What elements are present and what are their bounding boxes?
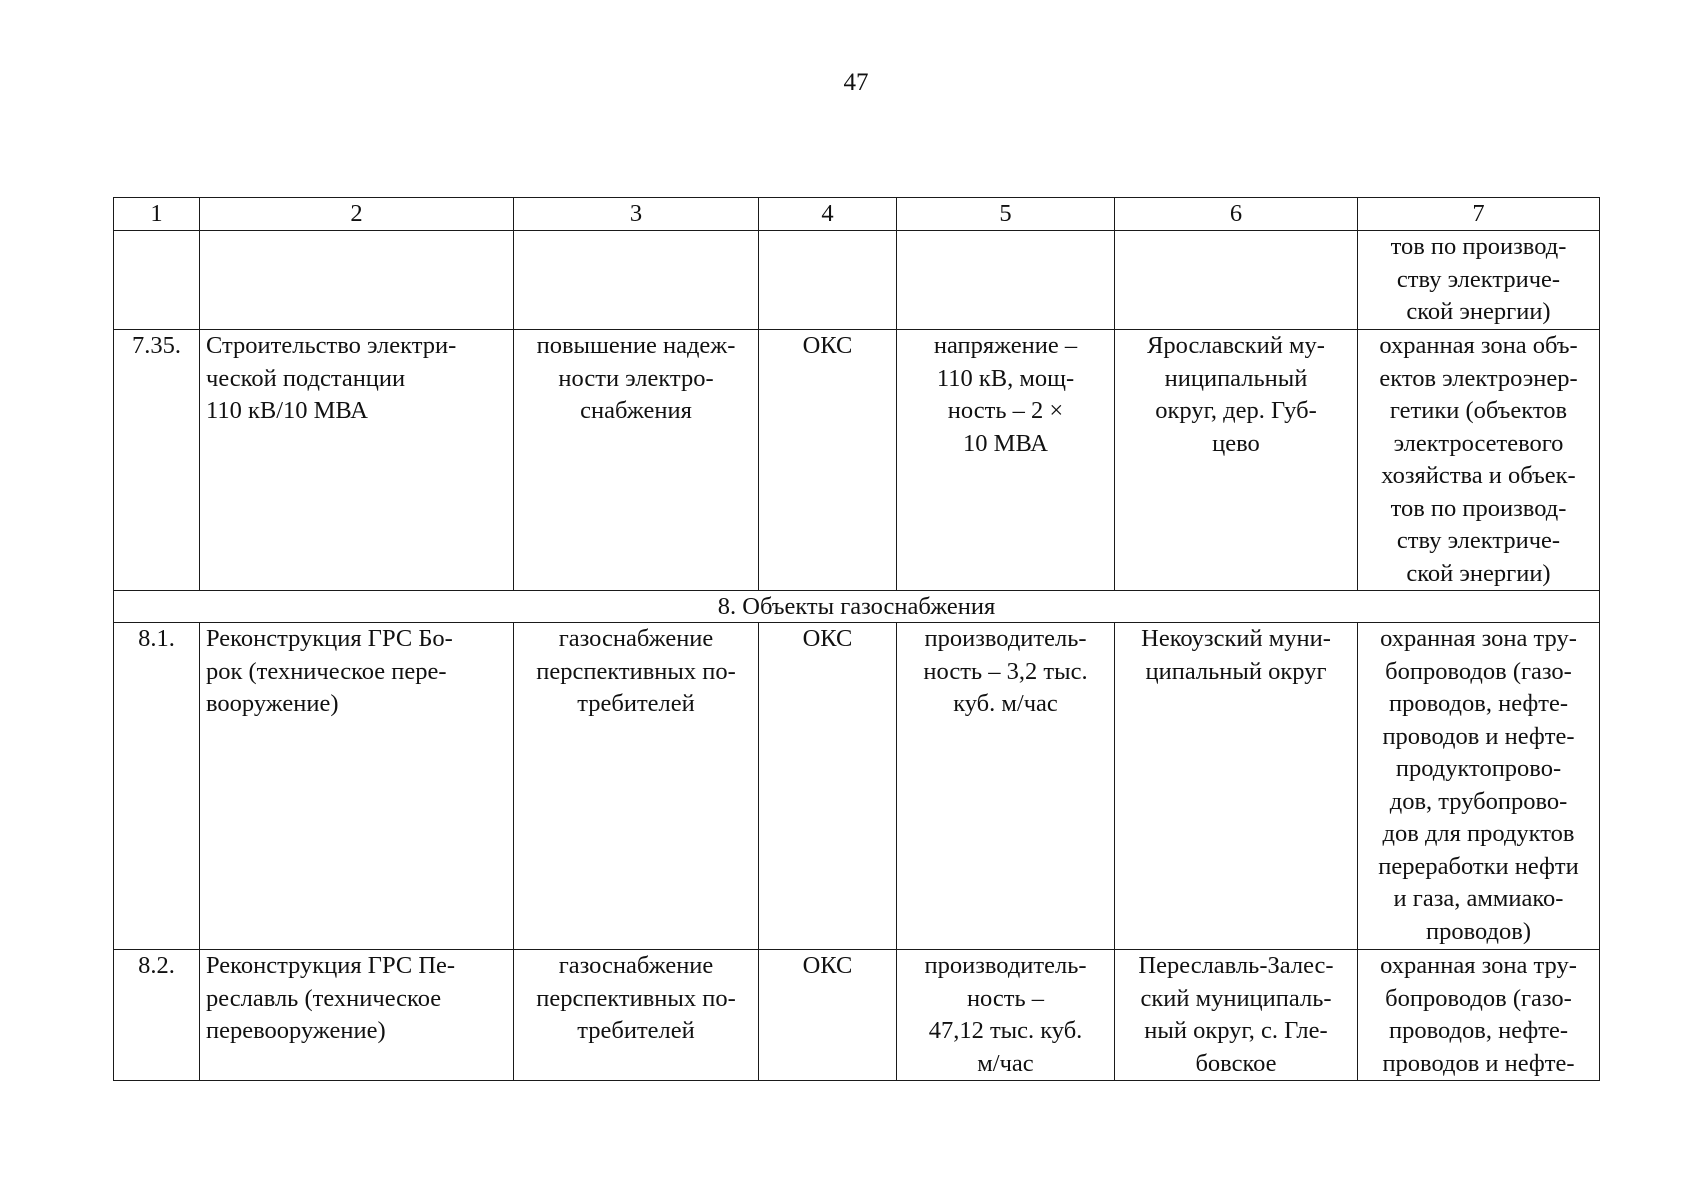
header-cell-3: 3 [514, 198, 759, 231]
cell-location: Переславль-Залес- ский муниципаль- ный округ, с. Гле- бовское [1115, 950, 1358, 1081]
cell-number: 8.1. [114, 623, 200, 950]
cell-number: 7.35. [114, 330, 200, 591]
cell-type: ОКС [759, 330, 897, 591]
cell-zone: тов по производ- ству электриче- ской энергии) [1358, 231, 1600, 330]
cell-object-name: Реконструкция ГРС Бо- рок (техническое пере- вооружение) [200, 623, 514, 950]
cell-location: Некоузский муни- ципальный округ [1115, 623, 1358, 950]
cell-location: Ярославский му- ниципальный округ, дер. Губ- цево [1115, 330, 1358, 591]
objects-table [113, 197, 1600, 1081]
page-number: 47 [843, 69, 869, 96]
cell-characteristics: напряжение – 110 кВ, мощ- ность – 2 × 10 МВА [897, 330, 1115, 591]
cell-object-name: Реконструкция ГРС Пе- реславль (техническое перевооружение) [200, 950, 514, 1081]
cell-purpose [514, 231, 759, 330]
header-cell-1: 1 [114, 198, 200, 231]
cell-characteristics: производитель- ность – 47,12 тыс. куб. м/час [897, 950, 1115, 1081]
cell-purpose: газоснабжение перспективных по- требителей [514, 950, 759, 1081]
cell-zone: охранная зона объ- ектов электроэнер- гетики (объектов электросетевого хозяйства и объек- тов по производ- ству электриче- ской энергии) [1358, 330, 1600, 591]
cell-characteristics [897, 231, 1115, 330]
header-cell-2: 2 [200, 198, 514, 231]
header-cell-4: 4 [759, 198, 897, 231]
cell-object-name: Строительство электри- ческой подстанции 110 кВ/10 МВА [200, 330, 514, 591]
cell-location [1115, 231, 1358, 330]
cell-purpose: газоснабжение перспективных по- требителей [514, 623, 759, 950]
header-cell-6: 6 [1115, 198, 1358, 231]
header-cell-5: 5 [897, 198, 1115, 231]
cell-type: ОКС [759, 950, 897, 1081]
cell-zone: охранная зона тру- бопроводов (газо- проводов, нефте- проводов и нефте- продуктопрово- дов, трубопрово- дов для продуктов переработки нефти и газа, аммиако- проводов) [1358, 623, 1600, 950]
cell-purpose: повышение надеж- ности электро- снабжения [514, 330, 759, 591]
cell-object-name [200, 231, 514, 330]
table-row-continuation [114, 231, 1600, 330]
table-row-7-35 [114, 330, 1600, 591]
cell-number [114, 231, 200, 330]
cell-number: 8.2. [114, 950, 200, 1081]
header-cell-7: 7 [1358, 198, 1600, 231]
section-title: 8. Объекты газоснабжения [114, 591, 1600, 623]
cell-characteristics: производитель- ность – 3,2 тыс. куб. м/час [897, 623, 1115, 950]
cell-type: ОКС [759, 623, 897, 950]
table-row-8-2 [114, 950, 1600, 1081]
table-header-row [114, 198, 1600, 231]
cell-type [759, 231, 897, 330]
table-row-8-1 [114, 623, 1600, 950]
cell-zone: охранная зона тру- бопроводов (газо- проводов, нефте- проводов и нефте- [1358, 950, 1600, 1081]
section-row-gas [114, 591, 1600, 623]
